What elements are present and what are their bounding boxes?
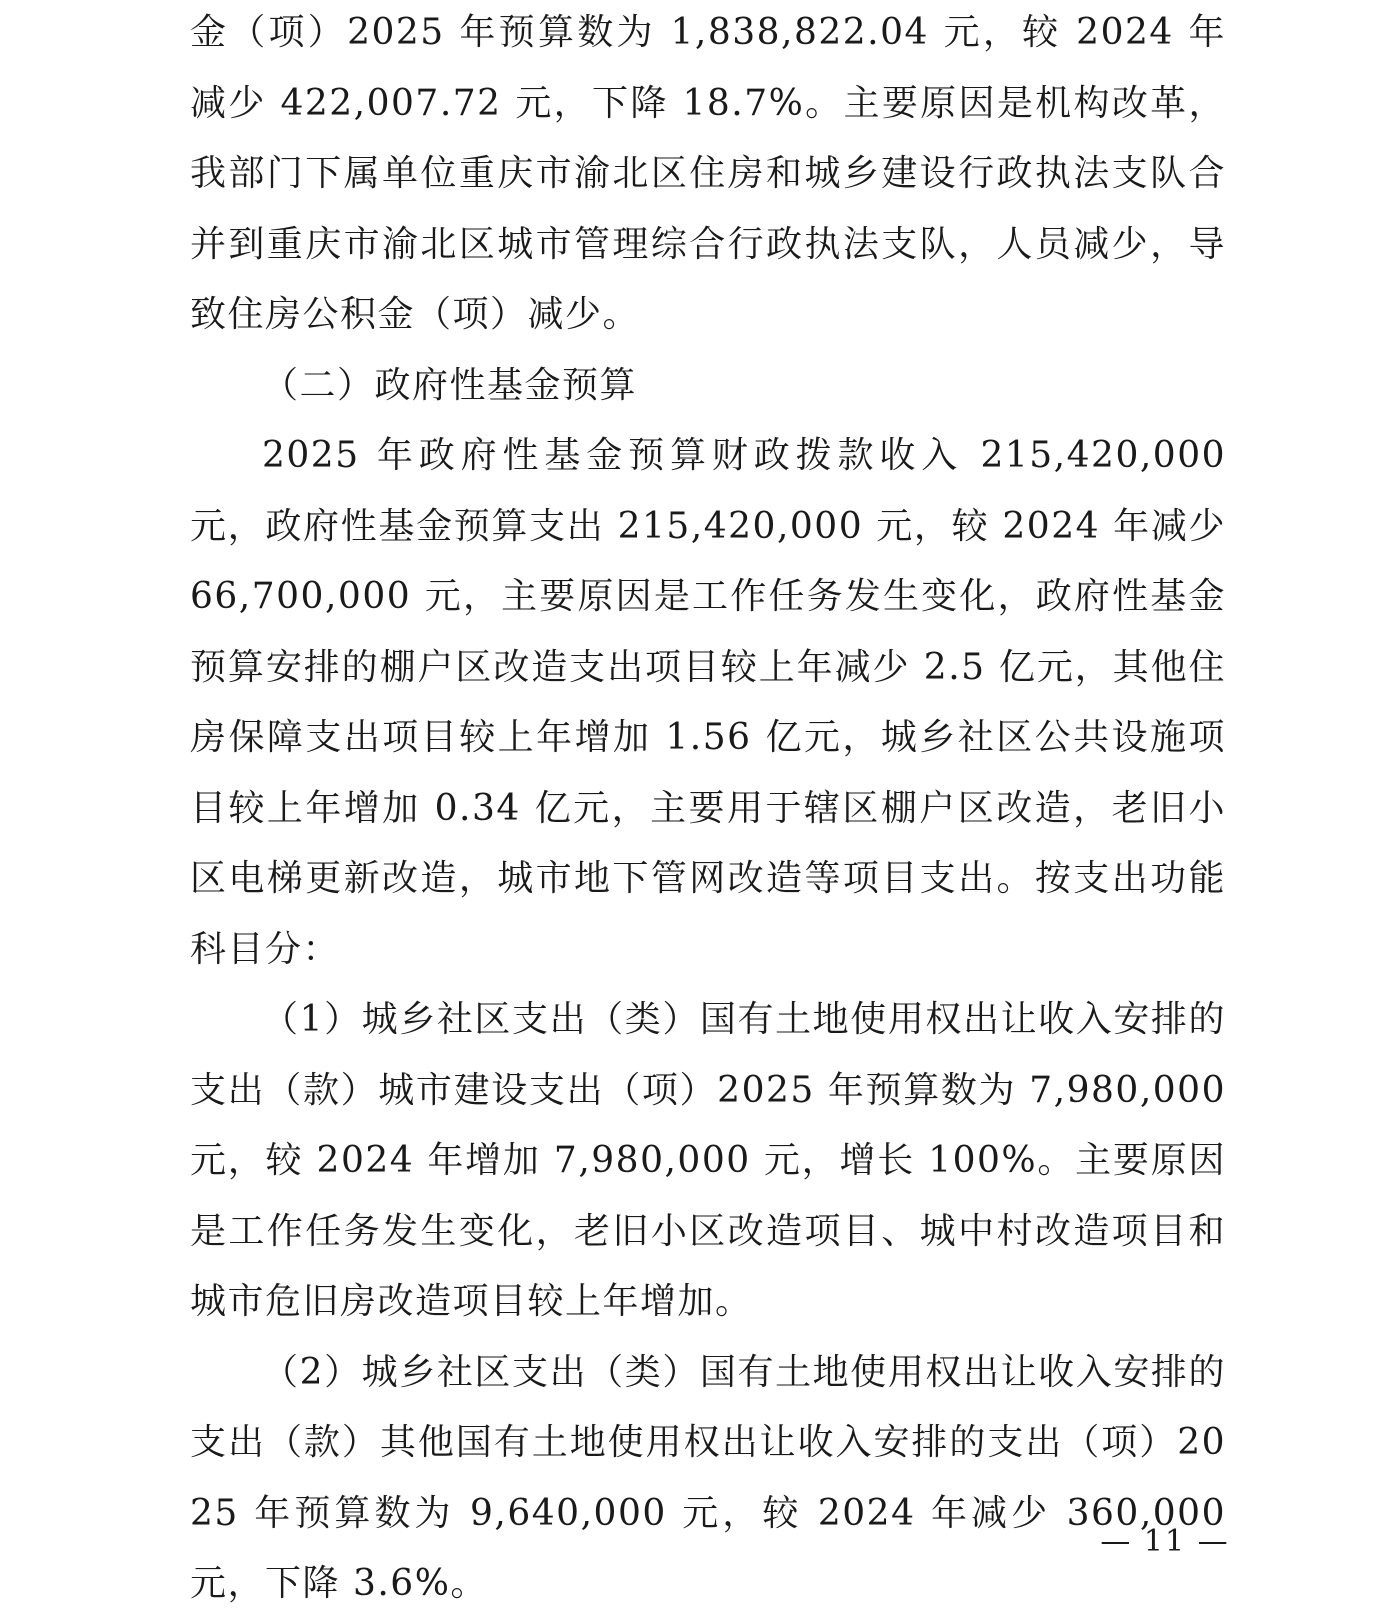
paragraph-housing-fund-continued: 金（项）2025 年预算数为 1,838,822.04 元，较 2024 年减少 422,007.72 元，下降 18.7%。主要原因是机构改革，我部门下属单位重庆市渝北区住房和城乡建设行政执法支队合并到重庆市渝北区城市管理综合行政执法支队，人员减少，导致住房公积金（项）减少。 [190, 12, 1226, 335]
page-number: — 11 — [1100, 1524, 1230, 1559]
paragraph-item-2: （2）城乡社区支出（类）国有土地使用权出让收入安排的支出（款）其他国有土地使用权出让收入安排的支出（项）2025 年预算数为 9,640,000 元，较 2024 年减少 360,000 元，下降 3.6%。 [190, 1351, 1226, 1604]
section-heading-government-fund-budget: （二）政府性基金预算 [262, 364, 638, 406]
document-body [190, 0, 1226, 1620]
paragraph-fund-budget-summary: 2025 年政府性基金预算财政拨款收入 215,420,000 元，政府性基金预算支出 215,420,000 元，较 2024 年减少 66,700,000 元，主要原因是工作任务发生变化，政府性基金预算安排的棚户区改造支出项目较上年减少 2.5 亿元，其他住房保障支出项目较上年增加 1.56 亿元，城乡社区公共设施项目较上年增加 0.34 亿元，主要用于辖区棚户区改造，老旧小区电梯更新改造，城市地下管网改造等项目支出。按支出功能科目分： [190, 435, 1226, 970]
paragraph-item-1: （1）城乡社区支出（类）国有土地使用权出让收入安排的支出（款）城市建设支出（项）2025 年预算数为 7,980,000 元，较 2024 年增加 7,980,000 元，增长 100%。主要原因是工作任务发生变化，老旧小区改造项目、城中村改造项目和城市危旧房改造项目较上年增加。 [190, 999, 1226, 1322]
